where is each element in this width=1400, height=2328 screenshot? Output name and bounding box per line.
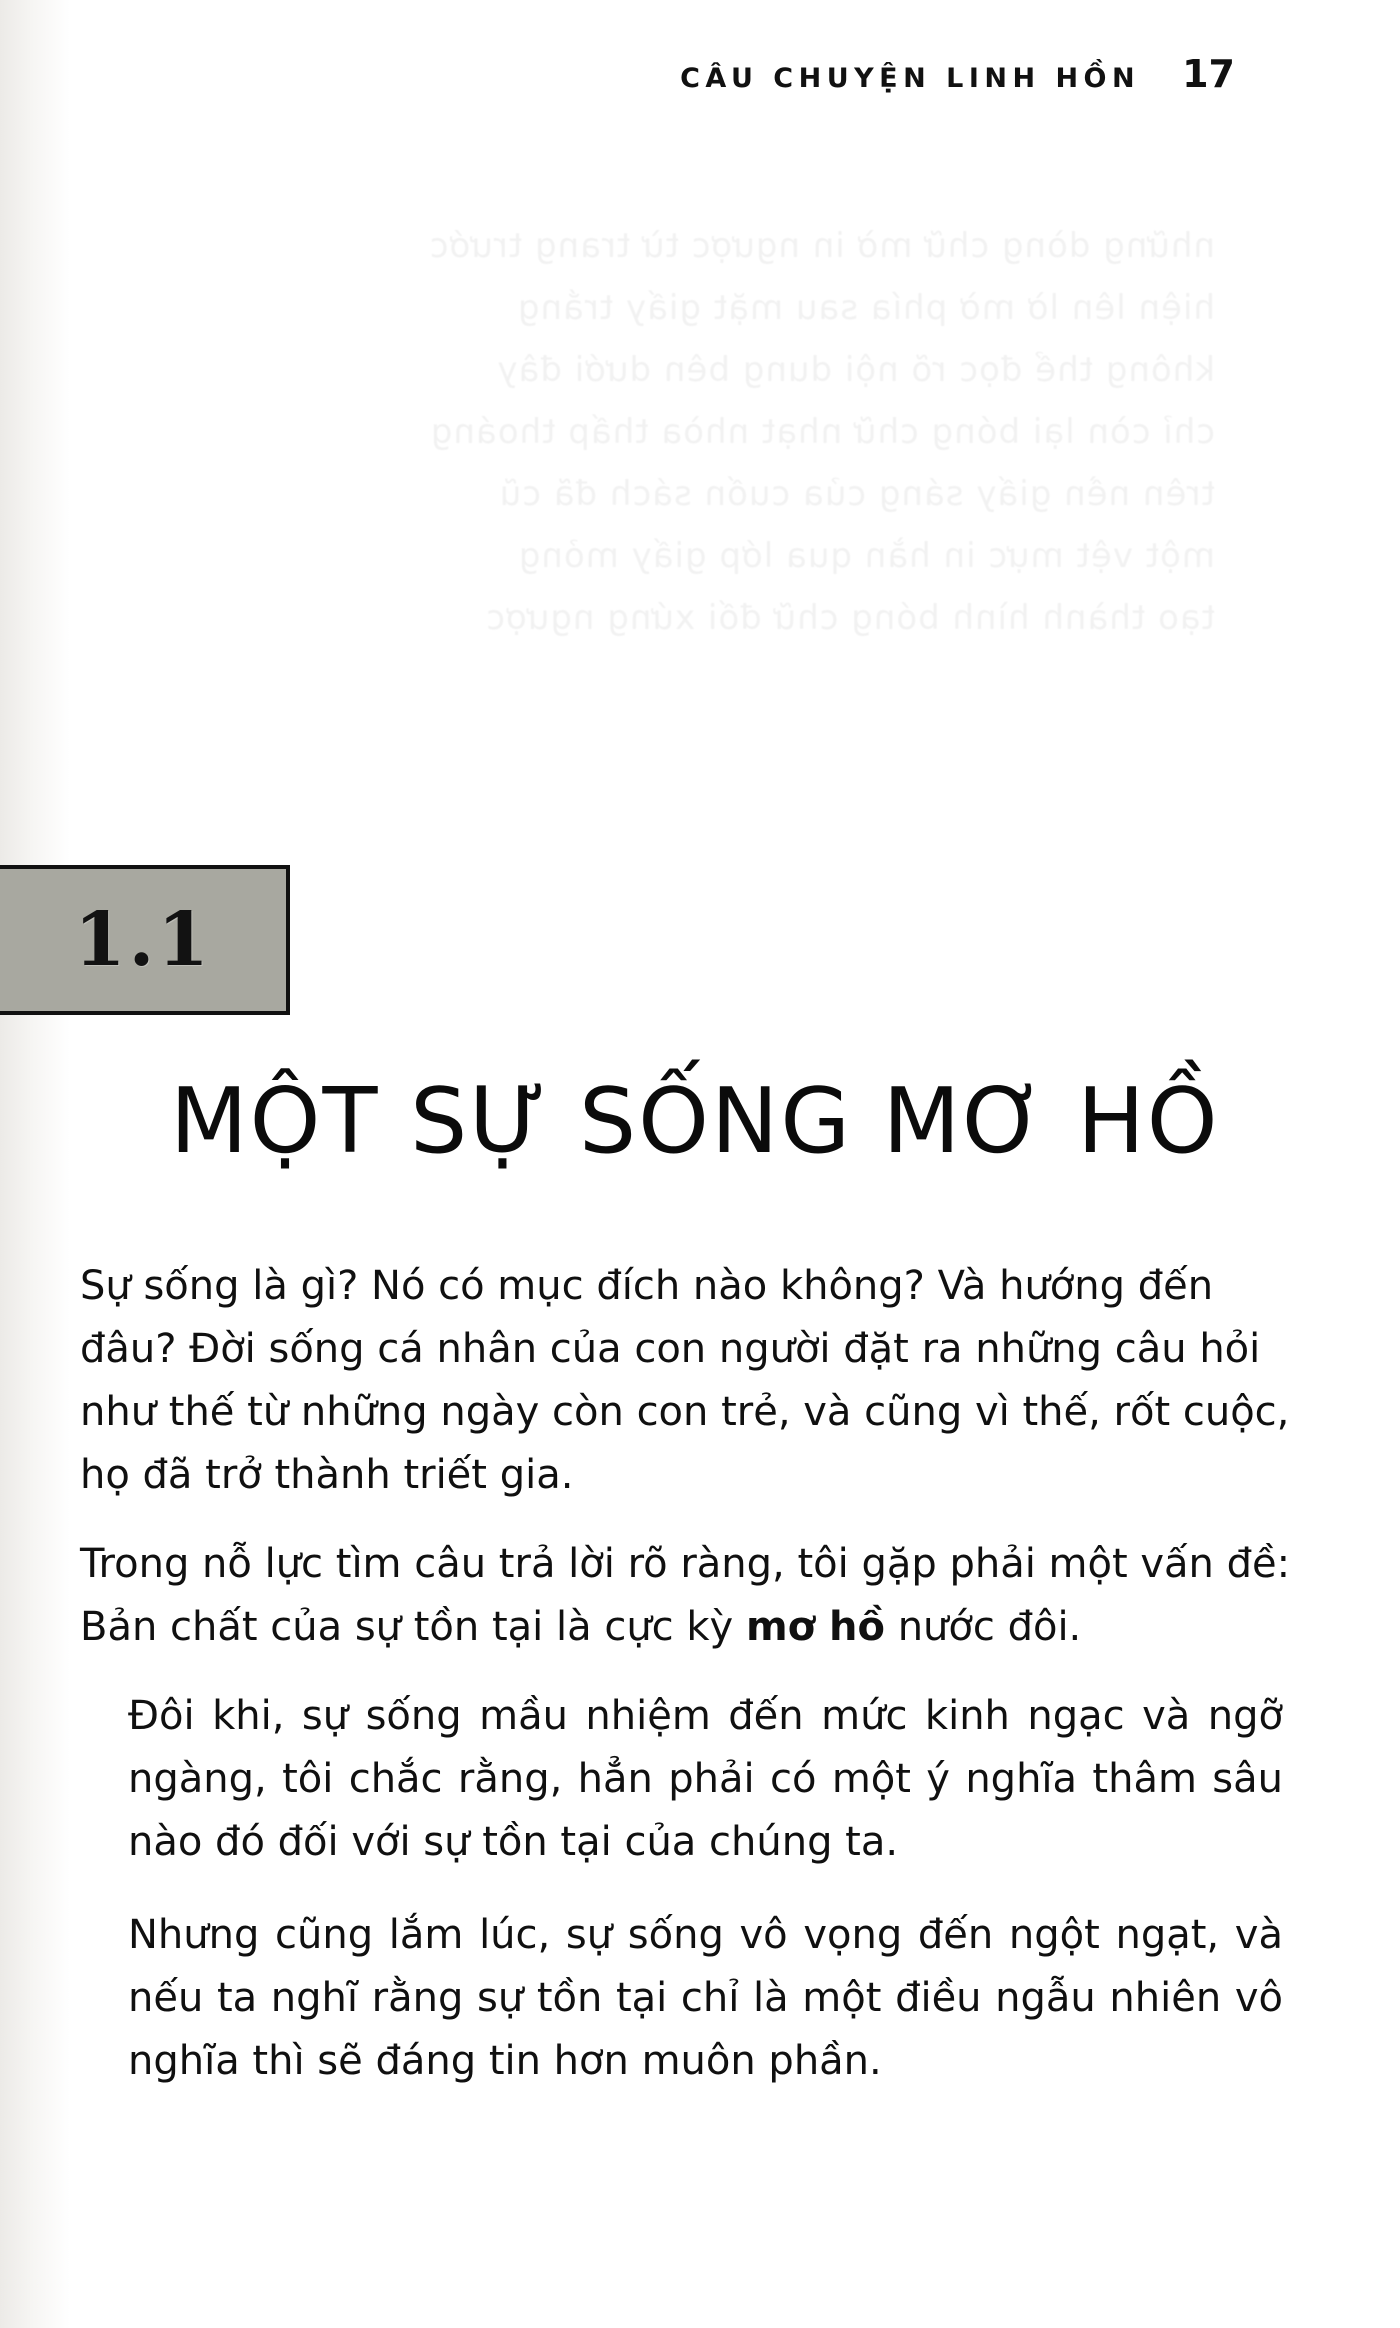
show-through-line: không thể đọc rõ nội dung bên dưới đây	[496, 350, 1215, 390]
body-text	[80, 1255, 1305, 2123]
show-through-line: hiện lên lờ mờ phía sau mặt giấy trắng	[516, 288, 1215, 328]
page-gutter-shading	[0, 0, 70, 2328]
show-through-line: trên nền giấy sáng của cuốn sách đã cũ	[498, 474, 1215, 514]
paragraph: Sự sống là gì? Nó có mục đích nào không? Và hướng đến đâu? Đời sống cá nhân của con người đặt ra những câu hỏi như thế từ những ngày còn con trẻ, và cũng vì thế, rốt cuộc, họ đã trở thành triết gia.	[80, 1263, 1290, 1498]
page-number: 17	[1182, 52, 1235, 96]
show-through-text	[95, 215, 1215, 649]
paragraph: Đôi khi, sự sống mầu nhiệm đến mức kinh ngạc và ngỡ ngàng, tôi chắc rằng, hẳn phải có một ý nghĩa thâm sâu nào đó đối với sự tồn tại của chúng ta.	[128, 1693, 1283, 1865]
page-title: MỘT SỰ SỐNG MƠ HỒ	[170, 1069, 1220, 1175]
show-through-line: những dòng chữ mờ in ngược từ trang trước	[428, 226, 1215, 266]
running-head	[680, 52, 1235, 96]
section-number-label: 1.1	[74, 897, 212, 983]
paragraph: Nhưng cũng lắm lúc, sự sống vô vọng đến ngột ngạt, và nếu ta nghĩ rằng sự tồn tại chỉ là một điều ngẫu nhiên vô nghĩa thì sẽ đáng tin hơn muôn phần.	[128, 1912, 1283, 2084]
paragraph: Trong nỗ lực tìm câu trả lời rõ ràng, tôi gặp phải một vấn đề: Bản chất của sự tồn tại là cực kỳ mơ hồ nước đôi.	[80, 1541, 1291, 1650]
section-number-tab	[0, 865, 290, 1015]
show-through-line: một vệt mực in hằn qua lớp giấy mỏng	[517, 536, 1215, 576]
show-through-line: chỉ còn lại bóng chữ nhạt nhòa thấp thoáng	[429, 412, 1215, 452]
show-through-line: tạo thành hình bóng chữ đối xứng ngược	[485, 598, 1215, 638]
running-head-title: CÂU CHUYỆN LINH HỒN	[680, 63, 1141, 94]
